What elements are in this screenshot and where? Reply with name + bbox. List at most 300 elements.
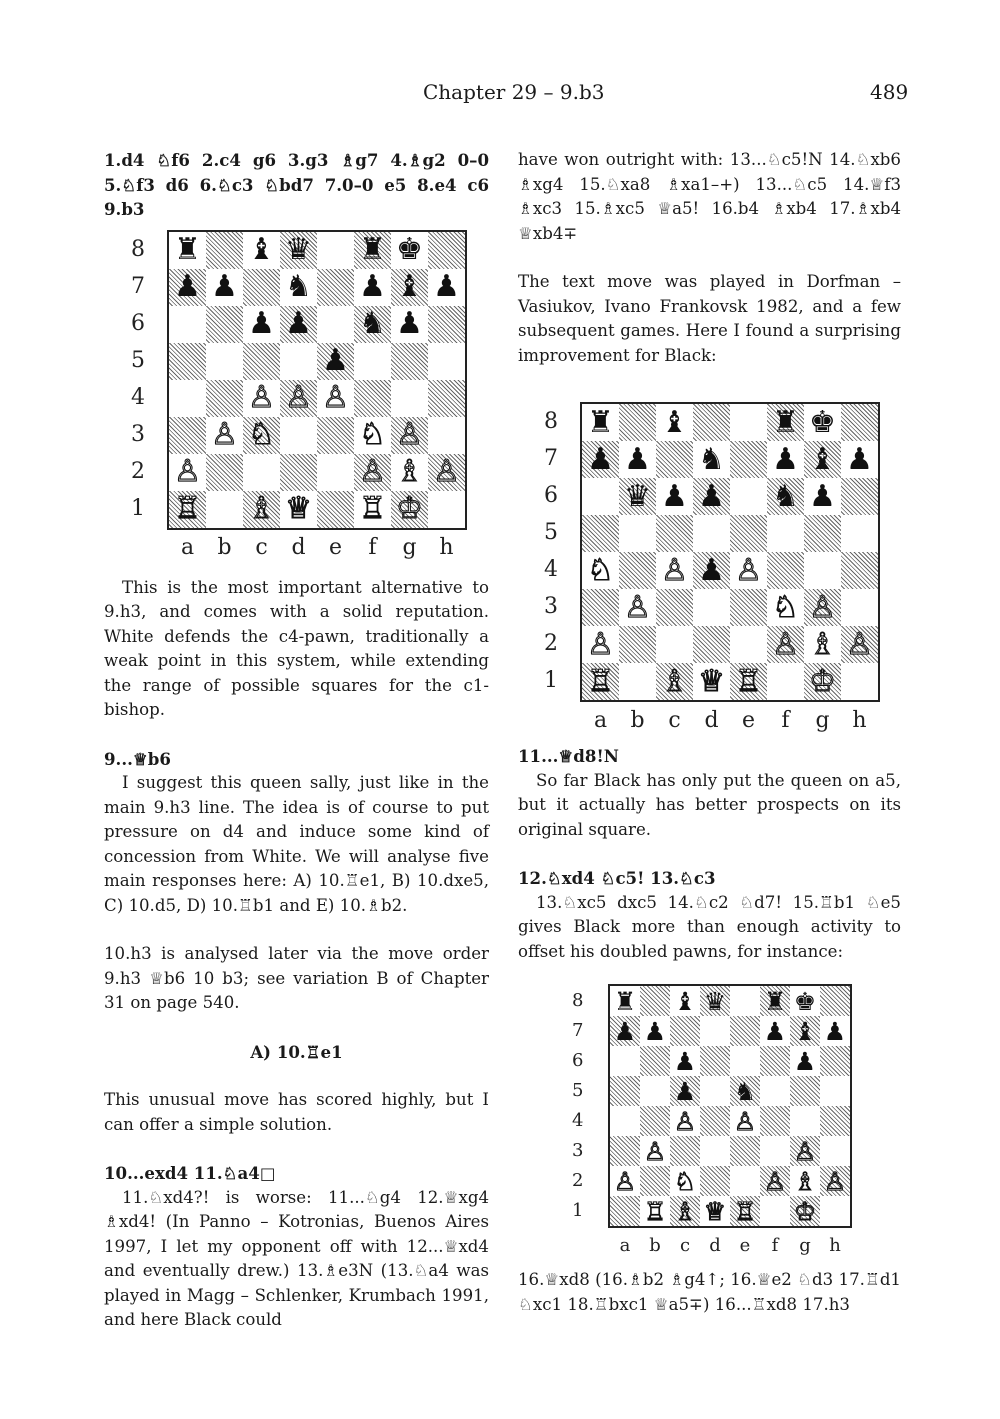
black-rook-icon: ♜ <box>772 404 799 440</box>
square-f5 <box>354 343 391 380</box>
body-paragraph: 11.♘xd4?! is worse: 11...♘g4 12.♕xg4 ♗xd4! (In Panno – Kotronias, Buenos Aires 1997, I let my opponent off with 12...♕xd4 and eventually drew.) 13.♗e3N (13.♘a4 was played in Magg – Schlenker, Krumbach 1991, and here Black could <box>104 1187 489 1329</box>
square-a3 <box>610 1136 640 1166</box>
square-c2 <box>656 626 693 663</box>
file-label: g <box>799 1235 811 1257</box>
paragraph-gap <box>104 1064 489 1088</box>
black-bishop-icon: ♝ <box>673 986 697 1016</box>
square-a7 <box>610 1016 640 1046</box>
black-pawn-icon: ♟ <box>359 269 386 304</box>
white-king-icon: ♔ <box>793 1196 817 1226</box>
square-b8 <box>619 404 656 441</box>
chessboard <box>580 402 880 702</box>
square-f3 <box>760 1136 790 1166</box>
rank-label: 3 <box>131 421 145 447</box>
square-b5 <box>619 515 656 552</box>
square-a4 <box>169 380 206 417</box>
square-h4 <box>820 1106 850 1136</box>
square-b1 <box>206 491 243 528</box>
rank-label: 4 <box>131 384 145 410</box>
square-c3 <box>243 417 280 454</box>
square-a1 <box>169 491 206 528</box>
square-f7 <box>760 1016 790 1046</box>
rank-label: 7 <box>572 1020 584 1042</box>
square-a5 <box>169 343 206 380</box>
square-g2 <box>804 626 841 663</box>
rank-label: 1 <box>572 1200 584 1222</box>
file-label: g <box>815 707 830 733</box>
square-a2 <box>582 626 619 663</box>
white-rook-icon: ♖ <box>174 491 201 526</box>
white-pawn-icon: ♙ <box>793 1136 817 1166</box>
square-f4 <box>354 380 391 417</box>
body-paragraph: The text move was played in Dorfman – Vasiukov, Ivano Frankovsk 1982, and a few subsequent games. Here I found a surprising improvement for Black: <box>518 272 901 365</box>
white-queen-icon: ♕ <box>698 663 725 699</box>
rank-label: 1 <box>131 495 145 521</box>
move-heading: 1.d4 ♘f6 2.c4 g6 3.g3 ♗g7 4.♗g2 0–0 5.♘f3 d6 6.♘c3 ♘bd7 7.0–0 e5 8.e4 c6 9.b3 <box>104 150 489 219</box>
file-label: e <box>741 707 756 733</box>
paragraph-gap <box>518 842 901 866</box>
square-g7 <box>804 441 841 478</box>
square-a2 <box>610 1166 640 1196</box>
square-f6 <box>354 306 391 343</box>
square-e4 <box>317 380 354 417</box>
black-pawn-icon: ♟ <box>673 1076 697 1106</box>
square-b6 <box>640 1046 670 1076</box>
file-label: d <box>291 535 306 561</box>
rank-label: 2 <box>131 458 145 484</box>
square-f6 <box>767 478 804 515</box>
white-rook-icon: ♖ <box>359 491 386 526</box>
square-h6 <box>841 478 878 515</box>
square-d1 <box>700 1196 730 1226</box>
file-label: h <box>439 535 454 561</box>
square-g7 <box>391 269 428 306</box>
square-c6 <box>243 306 280 343</box>
square-f3 <box>354 417 391 454</box>
rank-label: 7 <box>544 446 558 472</box>
square-f2 <box>354 454 391 491</box>
white-pawn-icon: ♙ <box>673 1106 697 1136</box>
square-e6 <box>317 306 354 343</box>
square-c4 <box>656 552 693 589</box>
square-d6 <box>280 306 317 343</box>
chapter-title: Chapter 29 – 9.b3 <box>423 80 605 104</box>
square-h3 <box>841 589 878 626</box>
file-label: f <box>771 1235 779 1257</box>
rank-label: 4 <box>572 1110 584 1132</box>
square-e2 <box>730 626 767 663</box>
square-g4 <box>391 380 428 417</box>
square-g1 <box>391 491 428 528</box>
square-g8 <box>804 404 841 441</box>
black-rook-icon: ♜ <box>359 232 386 267</box>
white-knight-icon: ♘ <box>248 417 275 452</box>
square-h3 <box>428 417 465 454</box>
black-bishop-icon: ♝ <box>661 404 688 440</box>
square-g8 <box>790 986 820 1016</box>
square-b6 <box>206 306 243 343</box>
square-h6 <box>428 306 465 343</box>
white-knight-icon: ♘ <box>359 417 386 452</box>
rank-label: 6 <box>572 1050 584 1072</box>
square-h1 <box>841 663 878 700</box>
square-h1 <box>820 1196 850 1226</box>
square-f7 <box>354 269 391 306</box>
black-pawn-icon: ♟ <box>396 306 423 341</box>
move-heading: 12.♘xd4 ♘c5! 13.♘c3 <box>518 868 716 888</box>
square-f7 <box>767 441 804 478</box>
square-f1 <box>767 663 804 700</box>
square-c4 <box>243 380 280 417</box>
black-pawn-icon: ♟ <box>174 269 201 304</box>
white-queen-icon: ♕ <box>703 1196 727 1226</box>
black-queen-icon: ♛ <box>285 232 312 267</box>
square-b3 <box>619 589 656 626</box>
diagram-9b3 <box>123 230 467 570</box>
square-f3 <box>767 589 804 626</box>
black-knight-icon: ♞ <box>285 269 312 304</box>
white-bishop-icon: ♗ <box>248 491 275 526</box>
square-b8 <box>640 986 670 1016</box>
square-e6 <box>730 478 767 515</box>
square-d2 <box>280 454 317 491</box>
black-pawn-icon: ♟ <box>772 441 799 477</box>
square-g3 <box>804 589 841 626</box>
square-a8 <box>169 232 206 269</box>
square-h1 <box>428 491 465 528</box>
black-pawn-icon: ♟ <box>809 478 836 514</box>
body-paragraph: 10.h3 is analysed later via the move order 9.h3 ♕b6 10 b3; see variation B of Chapter 31 on page 540. <box>104 944 489 1012</box>
left-column <box>104 148 489 1333</box>
rank-label: 7 <box>131 273 145 299</box>
square-e5 <box>317 343 354 380</box>
white-pawn-icon: ♙ <box>174 454 201 489</box>
file-label: b <box>630 707 645 733</box>
square-b2 <box>206 454 243 491</box>
square-c2 <box>670 1166 700 1196</box>
square-h8 <box>428 232 465 269</box>
square-f1 <box>760 1196 790 1226</box>
black-pawn-icon: ♟ <box>643 1016 667 1046</box>
square-g1 <box>790 1196 820 1226</box>
variation-heading: A) 10.♖e1 <box>250 1041 343 1062</box>
square-b7 <box>206 269 243 306</box>
rank-label: 1 <box>544 668 558 694</box>
white-pawn-icon: ♙ <box>735 552 762 588</box>
body-paragraph: I suggest this queen sally, just like in the main 9.h3 line. The idea is of course to put pressure on d4 and induce some kind of concession from White. We will analyse five main responses here: A) 10.♖e1, B) 10.dxe5, C) 10.d5, D) 10.♖b1 and E) 10.♗b2. <box>104 773 489 915</box>
black-knight-icon: ♞ <box>733 1076 757 1106</box>
square-b4 <box>640 1106 670 1136</box>
white-king-icon: ♔ <box>809 663 836 699</box>
square-h2 <box>841 626 878 663</box>
square-f8 <box>760 986 790 1016</box>
square-c7 <box>656 441 693 478</box>
square-d3 <box>700 1136 730 1166</box>
white-pawn-icon: ♙ <box>396 417 423 452</box>
square-b6 <box>619 478 656 515</box>
body-paragraph: So far Black has only put the queen on a5, but it actually has better prospects on its original square. <box>518 770 901 839</box>
body-paragraph: 16.♕xd8 (16.♗b2 ♗g4↑; 16.♕e2 ♘d3 17.♖d1 ♘xc1 18.♖bxc1 ♕a5∓) 16...♖xd8 17.h3 <box>518 1270 901 1314</box>
file-label: c <box>668 707 681 733</box>
square-a8 <box>610 986 640 1016</box>
square-d7 <box>700 1016 730 1046</box>
square-f5 <box>767 515 804 552</box>
chessboard <box>167 230 467 530</box>
black-pawn-icon: ♟ <box>698 478 725 514</box>
square-a4 <box>582 552 619 589</box>
square-b7 <box>640 1016 670 1046</box>
white-bishop-icon: ♗ <box>793 1166 817 1196</box>
square-b3 <box>206 417 243 454</box>
square-g4 <box>790 1106 820 1136</box>
rank-label: 8 <box>572 990 584 1012</box>
file-label: d <box>704 707 719 733</box>
square-f2 <box>760 1166 790 1196</box>
black-bishop-icon: ♝ <box>809 441 836 477</box>
white-pawn-icon: ♙ <box>809 589 836 625</box>
black-pawn-icon: ♟ <box>673 1046 697 1076</box>
square-d5 <box>280 343 317 380</box>
page-header <box>0 80 1000 110</box>
black-king-icon: ♚ <box>396 232 423 267</box>
square-h2 <box>428 454 465 491</box>
rank-label: 3 <box>572 1140 584 1162</box>
rank-label: 2 <box>572 1170 584 1192</box>
square-e1 <box>317 491 354 528</box>
black-king-icon: ♚ <box>793 986 817 1016</box>
square-e8 <box>730 986 760 1016</box>
square-g1 <box>804 663 841 700</box>
square-h3 <box>820 1136 850 1166</box>
square-c5 <box>670 1076 700 1106</box>
square-h4 <box>841 552 878 589</box>
square-e3 <box>730 589 767 626</box>
square-a1 <box>610 1196 640 1226</box>
black-pawn-icon: ♟ <box>248 306 275 341</box>
file-label: f <box>368 535 377 561</box>
square-c3 <box>656 589 693 626</box>
square-d8 <box>700 986 730 1016</box>
paragraph-gap <box>104 918 489 942</box>
white-pawn-icon: ♙ <box>211 417 238 452</box>
white-bishop-icon: ♗ <box>673 1196 697 1226</box>
page-number: 489 <box>870 80 909 104</box>
square-d8 <box>693 404 730 441</box>
white-rook-icon: ♖ <box>587 663 614 699</box>
black-pawn-icon: ♟ <box>433 269 460 304</box>
white-pawn-icon: ♙ <box>643 1136 667 1166</box>
square-a6 <box>582 478 619 515</box>
black-pawn-icon: ♟ <box>661 478 688 514</box>
black-pawn-icon: ♟ <box>823 1016 847 1046</box>
white-pawn-icon: ♙ <box>823 1166 847 1196</box>
black-pawn-icon: ♟ <box>211 269 238 304</box>
square-c1 <box>243 491 280 528</box>
square-d2 <box>693 626 730 663</box>
black-knight-icon: ♞ <box>772 478 799 514</box>
square-c8 <box>670 986 700 1016</box>
white-rook-icon: ♖ <box>733 1196 757 1226</box>
square-g5 <box>804 515 841 552</box>
rank-label: 5 <box>544 520 558 546</box>
square-g4 <box>804 552 841 589</box>
square-f4 <box>760 1106 790 1136</box>
square-a5 <box>582 515 619 552</box>
square-e1 <box>730 663 767 700</box>
black-pawn-icon: ♟ <box>285 306 312 341</box>
black-pawn-icon: ♟ <box>698 552 725 588</box>
file-label: e <box>328 535 343 561</box>
square-g6 <box>804 478 841 515</box>
rank-label: 4 <box>544 557 558 583</box>
file-label: a <box>593 707 608 733</box>
square-a4 <box>610 1106 640 1136</box>
square-d4 <box>693 552 730 589</box>
square-e5 <box>730 515 767 552</box>
square-a7 <box>169 269 206 306</box>
white-pawn-icon: ♙ <box>772 626 799 662</box>
square-b5 <box>640 1076 670 1106</box>
black-knight-icon: ♞ <box>359 306 386 341</box>
white-pawn-icon: ♙ <box>359 454 386 489</box>
rank-label: 6 <box>544 483 558 509</box>
square-a6 <box>610 1046 640 1076</box>
square-h8 <box>841 404 878 441</box>
square-e1 <box>730 1196 760 1226</box>
square-e5 <box>730 1076 760 1106</box>
paragraph-gap <box>104 723 489 747</box>
square-d1 <box>693 663 730 700</box>
black-queen-icon: ♛ <box>703 986 727 1016</box>
move-heading: 10...exd4 11.♘a4□ <box>104 1163 276 1183</box>
square-c5 <box>656 515 693 552</box>
white-bishop-icon: ♗ <box>661 663 688 699</box>
black-bishop-icon: ♝ <box>248 232 275 267</box>
square-g6 <box>790 1046 820 1076</box>
square-a1 <box>582 663 619 700</box>
square-d2 <box>700 1166 730 1196</box>
white-pawn-icon: ♙ <box>846 626 873 662</box>
file-label: g <box>402 535 417 561</box>
square-d3 <box>693 589 730 626</box>
body-paragraph: This is the most important alternative to 9.h3, and comes with a solid reputation. White defends the c4-pawn, traditionally a weak point in this system, while extending the range of possible squares for the c1-bishop. <box>104 577 489 719</box>
square-e7 <box>317 269 354 306</box>
square-e3 <box>730 1136 760 1166</box>
white-pawn-icon: ♙ <box>733 1106 757 1136</box>
square-g5 <box>790 1076 820 1106</box>
square-d6 <box>700 1046 730 1076</box>
paragraph-gap <box>104 1016 489 1040</box>
square-h5 <box>428 343 465 380</box>
square-b1 <box>619 663 656 700</box>
file-label: d <box>709 1235 721 1257</box>
black-bishop-icon: ♝ <box>793 1016 817 1046</box>
rank-label: 5 <box>572 1080 584 1102</box>
square-e7 <box>730 1016 760 1046</box>
square-e4 <box>730 1106 760 1136</box>
square-f2 <box>767 626 804 663</box>
square-e2 <box>730 1166 760 1196</box>
square-f5 <box>760 1076 790 1106</box>
square-c2 <box>243 454 280 491</box>
square-b3 <box>640 1136 670 1166</box>
square-c6 <box>656 478 693 515</box>
square-a8 <box>582 404 619 441</box>
white-pawn-icon: ♙ <box>248 380 275 415</box>
square-h2 <box>820 1166 850 1196</box>
square-c1 <box>656 663 693 700</box>
square-f8 <box>767 404 804 441</box>
square-e8 <box>317 232 354 269</box>
black-pawn-icon: ♟ <box>763 1016 787 1046</box>
white-queen-icon: ♕ <box>285 491 312 526</box>
white-pawn-icon: ♙ <box>285 380 312 415</box>
square-f6 <box>760 1046 790 1076</box>
black-pawn-icon: ♟ <box>846 441 873 477</box>
square-c6 <box>670 1046 700 1076</box>
right-column <box>518 148 901 1317</box>
white-rook-icon: ♖ <box>735 663 762 699</box>
black-rook-icon: ♜ <box>174 232 201 267</box>
square-g2 <box>391 454 428 491</box>
square-g3 <box>790 1136 820 1166</box>
file-label: c <box>255 535 268 561</box>
square-h8 <box>820 986 850 1016</box>
square-f4 <box>767 552 804 589</box>
square-d4 <box>280 380 317 417</box>
square-e6 <box>730 1046 760 1076</box>
square-a3 <box>582 589 619 626</box>
square-a3 <box>169 417 206 454</box>
square-d1 <box>280 491 317 528</box>
square-b1 <box>640 1196 670 1226</box>
square-d7 <box>280 269 317 306</box>
file-label: c <box>679 1235 691 1257</box>
body-paragraph: 13.♘xc5 dxc5 14.♘c2 ♘d7! 15.♖b1 ♘e5 gives Black more than enough activity to offset his doubled pawns, for instance: <box>518 892 901 961</box>
black-pawn-icon: ♟ <box>793 1046 817 1076</box>
square-c4 <box>670 1106 700 1136</box>
diagram-after-15-rb1-ne5 <box>564 984 852 1262</box>
body-paragraph: have won outright with: 13...♘c5!N 14.♘xb6 ♗xg4 15.♘xa8 ♗xa1–+) 13...♘c5 14.♕f3 ♗xc3 15.♗xc5 ♕a5! 16.b4 ♗xb4 17.♗xb4 ♕xb4∓ <box>518 150 901 243</box>
rank-label: 5 <box>131 347 145 373</box>
square-g6 <box>391 306 428 343</box>
square-c8 <box>243 232 280 269</box>
rank-label: 6 <box>131 310 145 336</box>
square-c7 <box>670 1016 700 1046</box>
white-rook-icon: ♖ <box>643 1196 667 1226</box>
square-c7 <box>243 269 280 306</box>
square-b4 <box>619 552 656 589</box>
black-pawn-icon: ♟ <box>322 343 349 378</box>
white-bishop-icon: ♗ <box>809 626 836 662</box>
square-b4 <box>206 380 243 417</box>
black-rook-icon: ♜ <box>763 986 787 1016</box>
rank-label: 8 <box>544 409 558 435</box>
square-c5 <box>243 343 280 380</box>
square-f1 <box>354 491 391 528</box>
white-bishop-icon: ♗ <box>396 454 423 489</box>
square-h6 <box>820 1046 850 1076</box>
white-pawn-icon: ♙ <box>624 589 651 625</box>
square-e2 <box>317 454 354 491</box>
square-g8 <box>391 232 428 269</box>
square-d7 <box>693 441 730 478</box>
white-pawn-icon: ♙ <box>661 552 688 588</box>
file-label: b <box>217 535 232 561</box>
file-label: e <box>739 1235 751 1257</box>
square-b5 <box>206 343 243 380</box>
square-b8 <box>206 232 243 269</box>
